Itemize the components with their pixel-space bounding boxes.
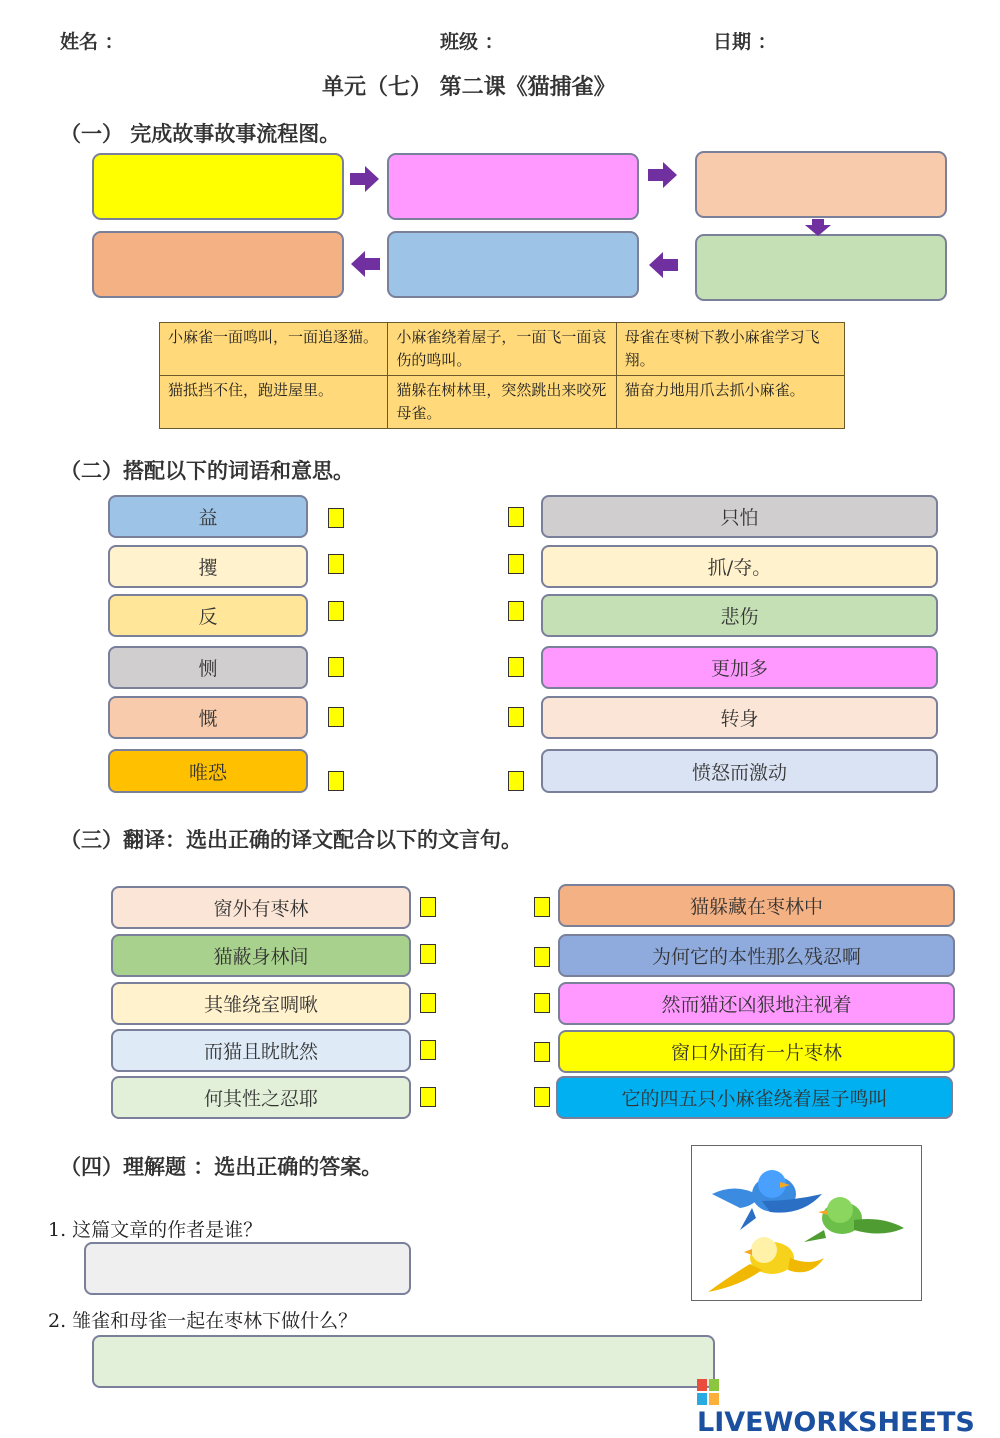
right-arrow-icon (350, 166, 380, 192)
translation-right-2: 为何它的本性那么残忍啊 (558, 934, 955, 977)
match-point[interactable] (508, 707, 524, 727)
match-point[interactable] (328, 554, 344, 574)
match-point[interactable] (420, 993, 436, 1013)
match-point[interactable] (534, 947, 550, 967)
translation-right-4: 窗口外面有一片枣林 (558, 1030, 955, 1073)
sentence-left-1: 窗外有枣林 (111, 886, 411, 929)
match-point[interactable] (420, 1087, 436, 1107)
meaning-right-1: 只怕 (541, 495, 938, 538)
translation-right-1: 猫躲藏在枣林中 (558, 884, 955, 927)
right-arrow-icon (648, 162, 678, 188)
story-options-table (159, 322, 845, 429)
story-option[interactable]: 小麻雀一面鸣叫，一面追逐猫。 (160, 323, 388, 376)
section1-heading: （一） 完成故事故事流程图。 (60, 121, 341, 146)
birds-illustration (691, 1145, 922, 1301)
word-left-3: 反 (108, 594, 308, 637)
story-option[interactable]: 猫奋力地用爪去抓小麻雀。 (616, 376, 844, 429)
sentence-left-2: 猫蔽身林间 (111, 934, 411, 977)
match-point[interactable] (534, 897, 550, 917)
meaning-right-5: 转身 (541, 696, 938, 739)
meaning-right-4: 更加多 (541, 646, 938, 689)
liveworksheets-logo (697, 1376, 1000, 1438)
down-arrow-icon (805, 219, 831, 236)
flow-drop-box-5[interactable] (387, 231, 639, 298)
match-point[interactable] (508, 771, 524, 791)
flow-drop-box-1[interactable] (92, 153, 344, 220)
match-point[interactable] (534, 993, 550, 1013)
match-point[interactable] (328, 771, 344, 791)
match-point[interactable] (328, 508, 344, 528)
flow-drop-box-6[interactable] (92, 231, 344, 298)
meaning-right-3: 悲伤 (541, 594, 938, 637)
date-label: 日期 ： (713, 31, 777, 53)
section4-heading: （四）理解题 ：选出正确的答案。 (60, 1154, 383, 1179)
sentence-left-4: 而猫且眈眈然 (111, 1029, 411, 1072)
page-title: 单元（七） 第二课《猫捕雀》 (322, 74, 616, 100)
flow-drop-box-3[interactable] (695, 151, 947, 218)
section3-heading: （三）翻译：选出正确的译文配合以下的文言句。 (60, 827, 522, 852)
sentence-left-3: 其雏绕室啁啾 (111, 982, 411, 1025)
flow-drop-box-4[interactable] (695, 234, 947, 301)
match-point[interactable] (534, 1042, 550, 1062)
story-option[interactable]: 猫抵挡不住，跑进屋里。 (160, 376, 388, 429)
match-point[interactable] (508, 657, 524, 677)
story-option[interactable]: 猫躲在树林里，突然跳出来咬死母雀。 (388, 376, 616, 429)
question-1: 1. 这篇文章的作者是谁？ (48, 1219, 263, 1241)
match-point[interactable] (534, 1087, 550, 1107)
translation-right-3: 然而猫还凶狠地注视着 (558, 982, 955, 1025)
match-point[interactable] (420, 1040, 436, 1060)
class-label: 班级 ： (440, 31, 504, 53)
match-point[interactable] (420, 944, 436, 964)
story-option[interactable]: 母雀在枣树下教小麻雀学习飞翔。 (616, 323, 844, 376)
name-label: 姓名 ： (60, 31, 124, 53)
word-left-6: 唯恐 (108, 749, 308, 793)
left-arrow-icon (648, 252, 678, 278)
match-point[interactable] (328, 601, 344, 621)
answer-1-input[interactable] (84, 1242, 411, 1295)
answer-2-input[interactable] (92, 1335, 715, 1388)
word-left-2: 攫 (108, 545, 308, 588)
left-arrow-icon (350, 251, 380, 277)
word-left-4: 恻 (108, 646, 308, 689)
flow-drop-box-2[interactable] (387, 153, 639, 220)
logo-text: LIVEWORKSHEETS (697, 1407, 975, 1438)
match-point[interactable] (328, 657, 344, 677)
translation-right-5: 它的四五只小麻雀绕着屋子鸣叫 (556, 1076, 953, 1119)
section2-heading: （二）搭配以下的词语和意思。 (60, 458, 354, 483)
word-left-5: 慨 (108, 696, 308, 739)
match-point[interactable] (508, 554, 524, 574)
liveworksheets-icon (697, 1379, 721, 1407)
match-point[interactable] (328, 707, 344, 727)
meaning-right-6: 愤怒而激动 (541, 749, 938, 793)
meaning-right-2: 抓/夺。 (541, 545, 938, 588)
match-point[interactable] (508, 601, 524, 621)
story-option[interactable]: 小麻雀绕着屋子，一面飞一面哀伤的鸣叫。 (388, 323, 616, 376)
birds-icon (692, 1146, 921, 1300)
word-left-1: 益 (108, 495, 308, 538)
match-point[interactable] (508, 507, 524, 527)
sentence-left-5: 何其性之忍耶 (111, 1076, 411, 1119)
question-2: 2. 雏雀和母雀一起在枣林下做什么？ (48, 1310, 358, 1332)
match-point[interactable] (420, 897, 436, 917)
